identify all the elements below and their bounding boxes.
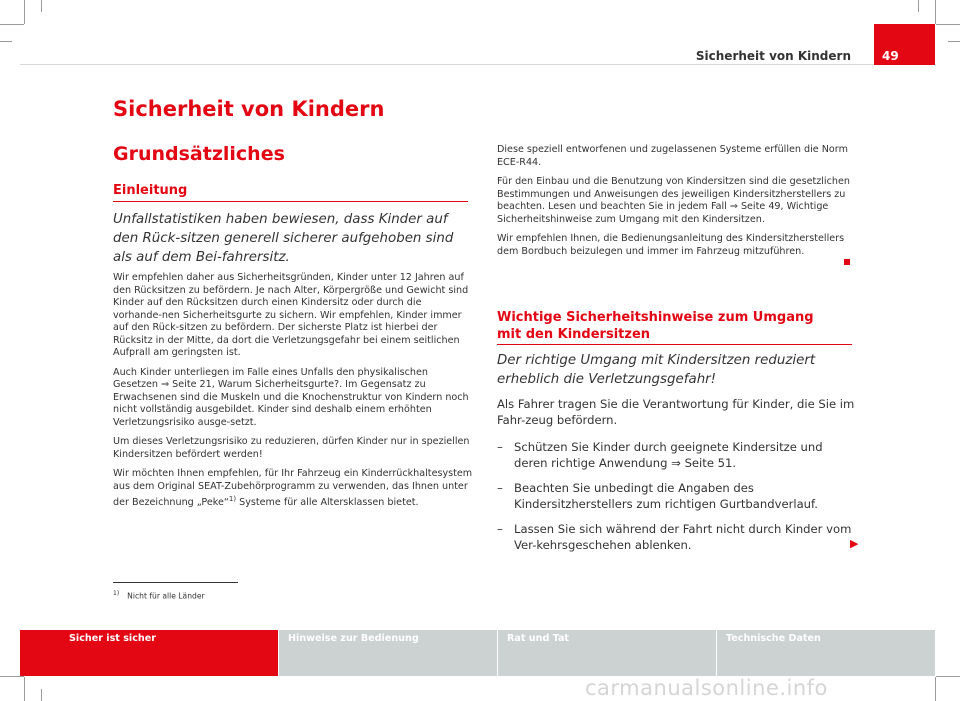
paragraph: Diese speziell entworfenen und zugelassenen Systeme erfüllen die Norm ECE-R44. [497, 144, 848, 168]
nav-tab-rat-und-tat[interactable]: Rat und Tat [498, 630, 717, 676]
section-title: Grundsätzliches [113, 143, 285, 165]
subsection-title: Wichtige Sicherheitshinweise zum Umgang mit den Kindersitzen [497, 310, 814, 342]
page-number: 49 [882, 49, 899, 63]
chapter-nav [20, 630, 935, 676]
paragraph-text: Wir möchten Ihnen empfehlen, für Ihr Fahrzeug ein Kinderrückhaltesystem aus dem Original SEAT-Zubehörprogramm zu verwenden, das Ihnen unter der Bezeichnung „Peke“ [113, 468, 473, 509]
safety-list [497, 439, 857, 562]
crop-mark [24, 0, 25, 24]
left-body [113, 272, 473, 517]
intro-text: Unfallstatistiken haben bewiesen, dass Kinder auf den Rück-sitzen generell sicherer aufgehoben sind als auf dem Bei-fahrersitz. [113, 212, 454, 265]
running-title: Sicherheit von Kindern [695, 49, 851, 63]
paragraph [113, 468, 473, 510]
nav-tab-hinweise-zur-bedienung[interactable]: Hinweise zur Bedienung [279, 630, 498, 676]
list-item [497, 480, 857, 512]
footnote-reference: 1) [228, 495, 237, 503]
crop-mark [41, 0, 42, 12]
crop-mark [918, 0, 919, 12]
paragraph: Als Fahrer tragen Sie die Verantwortung für Kinder, die Sie im Fahr-zeug befördern. [497, 397, 855, 427]
header-rule [20, 64, 935, 65]
dash-bullet: – [497, 522, 503, 536]
paragraph: Wir empfehlen Ihnen, die Bedienungsanleitung des Kindersitzherstellers dem Bordbuch beizulegen und immer im Fahrzeug mitzuführen. [497, 233, 845, 257]
chapter-title: Sicherheit von Kindern [113, 97, 385, 121]
footnote-rule [113, 582, 238, 583]
paragraph: Um dieses Verletzungsrisiko zu reduzieren, dürfen Kinder nur in speziellen Kindersitzen befördert werden! [113, 436, 470, 460]
list-item-text: Beachten Sie unbedingt die Angaben des Kindersitzherstellers zum richtigen Gurtbandverlauf. [514, 481, 818, 511]
list-item-text: Lassen Sie sich während der Fahrt nicht durch Kinder vom Ver-kehrsgeschehen ablenken. [514, 522, 852, 552]
footnote-text: Nicht für alle Länder [127, 591, 205, 601]
crop-mark [0, 676, 24, 677]
dash-bullet: – [497, 481, 503, 495]
paragraph-text: Systeme für alle Altersklassen bietet. [236, 497, 419, 509]
right-body [497, 144, 852, 265]
watermark: carmanualsonline.info [585, 676, 828, 700]
subsection-title: Einleitung [113, 183, 188, 198]
subsection-rule [497, 344, 852, 345]
nav-tab-technische-daten[interactable]: Technische Daten [717, 630, 935, 676]
footnote [113, 590, 205, 601]
subsection-rule [113, 201, 468, 202]
crop-mark [41, 689, 42, 701]
intro-text: Der richtige Umgang mit Kindersitzen reduziert erheblich die Verletzungsgefahr! [497, 353, 816, 387]
crop-mark [935, 677, 936, 701]
dash-bullet: – [497, 440, 503, 454]
nav-tab-sicher-ist-sicher[interactable]: Sicher ist sicher [20, 630, 279, 676]
paragraph: Für den Einbau und die Benutzung von Kindersitzen sind die gesetzlichen Bestimmungen und Anweisungen des jeweiligen Kindersitzherstellers zu beachten. Lesen und beachten Sie in jedem Fall ⇒ Seite 49, Wichtige Sicherheitshinweise zum Umgang mit den Kindersitzen. [497, 176, 850, 225]
paragraph: Auch Kinder unterliegen im Falle eines Unfalls den physikalischen Gesetzen ⇒ Seite 21, Warum Sicherheitsgurte?. Im Gegensatz zu Erwachsenen sind die Muskeln und die Knochenstruktur von Kindern noch nicht vollständig ausgebildet. Kinder sind deshalb einem erhöhten Verletzungsrisiko ausge-setzt. [113, 366, 469, 428]
list-item [497, 439, 857, 471]
footnote-mark: 1) [113, 590, 120, 597]
crop-mark [948, 41, 960, 42]
crop-mark [0, 24, 24, 25]
continue-arrow-icon: ▶ [850, 537, 859, 550]
crop-mark [936, 676, 960, 677]
crop-mark [24, 677, 25, 701]
crop-mark [936, 24, 960, 25]
paragraph: Wir empfehlen daher aus Sicherheitsgründen, Kinder unter 12 Jahren auf den Rücksitzen zu befördern. Je nach Alter, Körpergröße und Gewicht sind Kinder auf den Rücksitzen durch einen Kindersitz oder durch die vorhande-nen Sicherheitsgurte zu sichern. Wir empfehlen, Kinder immer auf den Rück-sitzen zu befördern. Der sicherste Platz ist hierbei der Rücksitz in der Mitte, da dort die Verletzungsgefahr bei einem seitlichen Aufprall am geringsten ist. [113, 272, 469, 358]
list-item-text: Schützen Sie Kinder durch geeignete Kindersitze und deren richtige Anwendung ⇒ Seite 51. [514, 440, 823, 470]
crop-mark [0, 41, 12, 42]
section-end-marker [844, 259, 850, 265]
crop-mark [935, 0, 936, 24]
list-item [497, 521, 857, 553]
